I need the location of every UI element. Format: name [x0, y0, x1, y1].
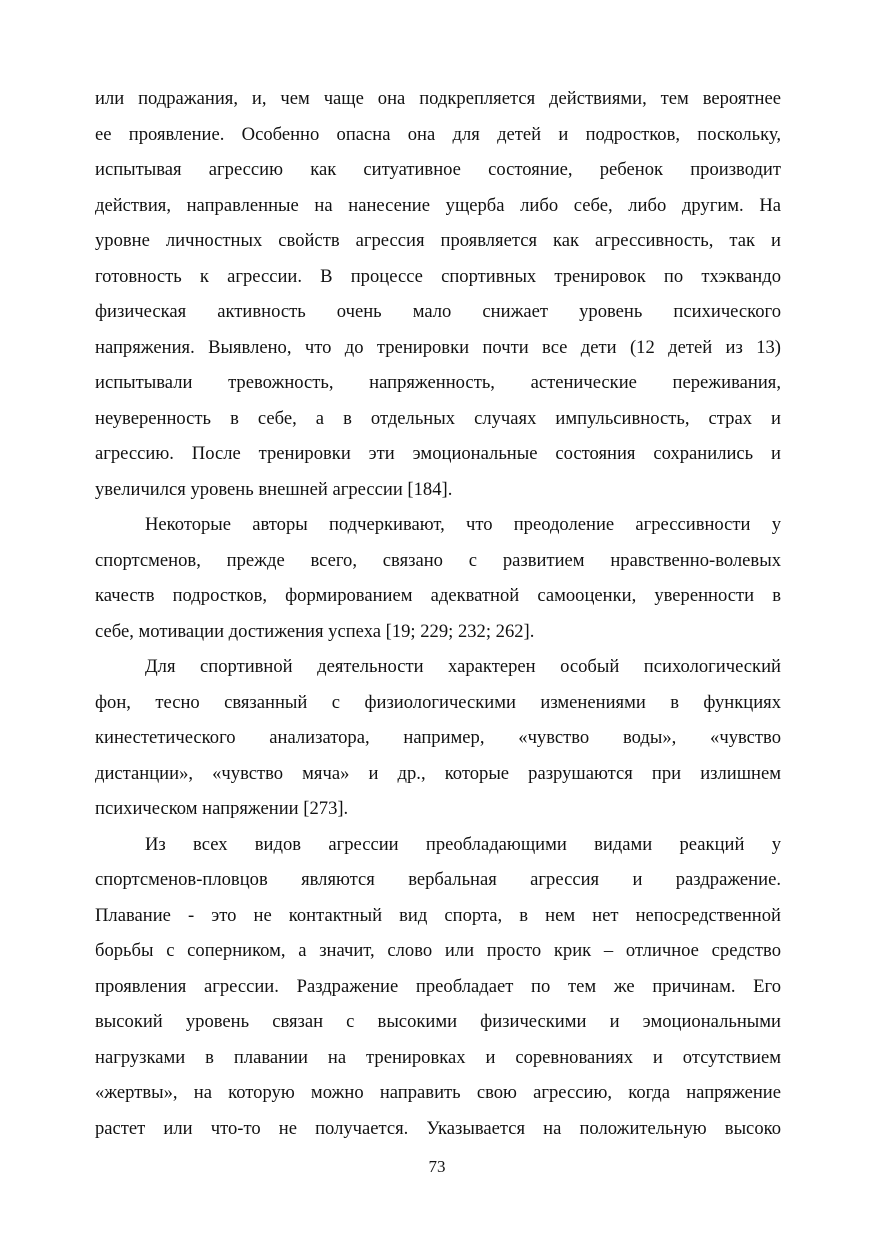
text-line: испытывали тревожность, напряженность, астенические переживания, — [95, 372, 781, 393]
text-line: агрессию. После тренировки эти эмоциональные состояния сохранились и — [95, 443, 781, 464]
text-line: ее проявление. Особенно опасна она для детей и подростков, поскольку, — [95, 123, 781, 145]
text-line: себе, мотивации достижения успеха [19; 229; 232; 262]. — [95, 620, 535, 642]
text-line: увеличился уровень внешней агрессии [184]. — [95, 478, 453, 500]
text-line: проявления агрессии. Раздражение преобладает по тем же причинам. Его — [95, 975, 781, 997]
text-line: нагрузками в плавании на тренировках и соревнованиях и отсутствием — [95, 1046, 781, 1068]
text-line: физическая активность очень мало снижает уровень психического — [95, 301, 781, 322]
text-line: фон, тесно связанный с физиологическими изменениями в функциях — [95, 691, 781, 713]
text-line: дистанции», «чувство мяча» и др., которые разрушаются при излишнем — [95, 762, 781, 784]
text-line: Плавание - это не контактный вид спорта, в нем нет непосредственной — [95, 904, 781, 926]
text-line: действия, направленные на нанесение ущерба либо себе, либо другим. На — [95, 194, 781, 216]
text-line: Из всех видов агрессии преобладающими видами реакций у — [145, 833, 781, 855]
text-line: Некоторые авторы подчеркивают, что преодоление агрессивности у — [145, 514, 781, 535]
text-line: растет или что-то не получается. Указывается на положительную высоко — [95, 1117, 781, 1139]
text-line: спортсменов-пловцов являются вербальная агрессия и раздражение. — [95, 869, 781, 890]
text-line: Для спортивной деятельности характерен особый психологический — [145, 656, 781, 677]
text-line: напряжения. Выявлено, что до тренировки почти все дети (12 детей из 13) — [95, 336, 781, 358]
text-line: психическом напряжении [273]. — [95, 798, 349, 819]
text-line: кинестетического анализатора, например, «чувство воды», «чувство — [95, 727, 781, 748]
text-line: борьбы с соперником, а значит, слово или просто крик – отличное средство — [95, 940, 781, 961]
text-line: или подражания, и, чем чаще она подкрепляется действиями, тем вероятнее — [95, 88, 781, 109]
page-number: 73 — [428, 1157, 446, 1176]
text-line: качеств подростков, формированием адекватной самооценки, уверенности в — [95, 585, 781, 606]
text-line: высокий уровень связан с высокими физическими и эмоциональными — [95, 1011, 781, 1032]
text-line: уровне личностных свойств агрессия проявляется как агрессивность, так и — [95, 230, 781, 251]
document-body — [95, 81, 781, 1146]
text-line: готовность к агрессии. В процессе спортивных тренировок по тхэквандо — [95, 265, 781, 287]
text-line: «жертвы», на которую можно направить свою агрессию, когда напряжение — [95, 1082, 781, 1103]
text-line: испытывая агрессию как ситуативное состояние, ребенок производит — [95, 159, 781, 180]
text-line: спортсменов, прежде всего, связано с развитием нравственно-волевых — [95, 549, 781, 571]
text-line: неуверенность в себе, а в отдельных случаях импульсивность, страх и — [95, 407, 781, 429]
